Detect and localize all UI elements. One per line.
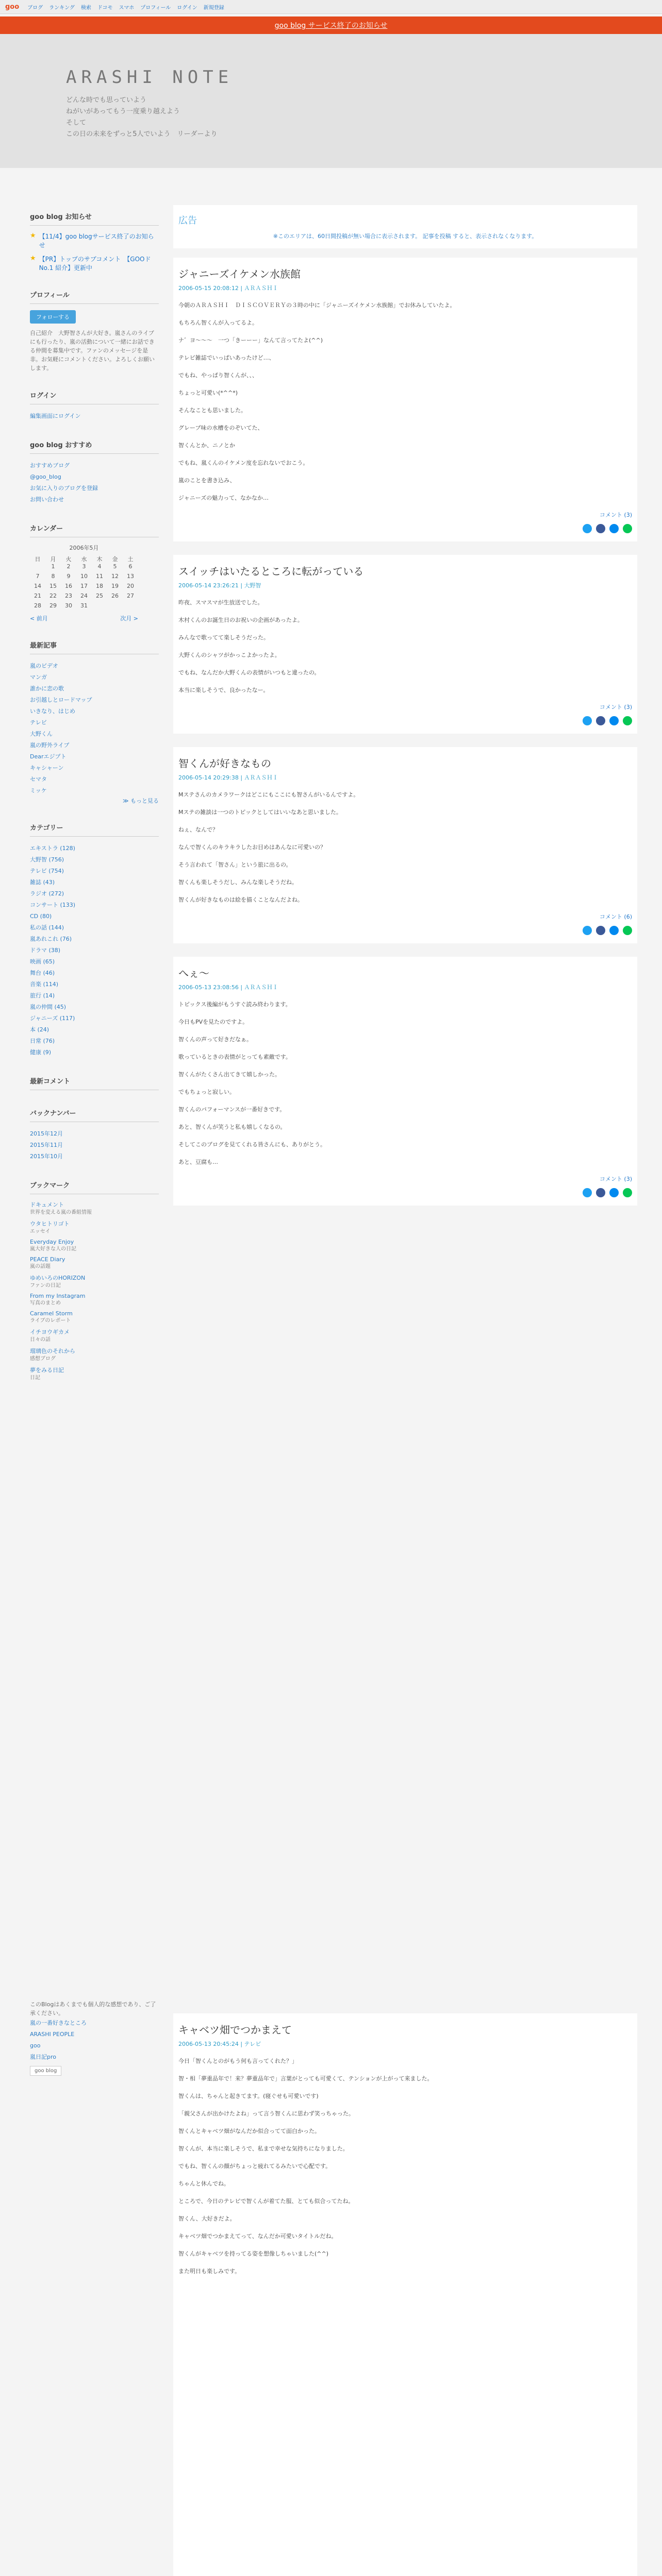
post-paragraph: 昨夜、スマスマが生放送でした。	[178, 599, 263, 606]
category-link[interactable]: 大野智 (756)	[30, 856, 64, 863]
recent-post-link[interactable]: いきなり、はじめ	[30, 708, 75, 715]
bookmark-heading: ブックマーク	[30, 1180, 159, 1194]
post-title[interactable]: 智くんが好きなもの	[178, 757, 271, 770]
post-paragraph: そんなことも思いました。	[178, 407, 246, 414]
comments-block	[30, 1076, 159, 1090]
comment-link[interactable]: コメント (3)	[599, 512, 632, 518]
recent-post-link[interactable]: 誰かに恋の歌	[30, 685, 64, 692]
calendar-day[interactable]: 30	[65, 602, 72, 609]
notice-link-2[interactable]: 【PR】トップのサブコメント 【GOOド No.1 紹介】更新中	[39, 256, 151, 272]
weekday-tue: 火	[65, 556, 72, 563]
post-paragraph: Mステの雑談は一つのトピックとしてはいいなあと思いました。	[178, 809, 342, 816]
bookmark-name[interactable]: 夢をみる日記	[30, 1367, 64, 1374]
weekday-wed: 水	[81, 556, 87, 563]
login-link[interactable]: 編集画面にログイン	[30, 413, 81, 419]
recent-heading: 最新記事	[30, 640, 159, 654]
bookmark-desc: 感想ブログ	[30, 1356, 56, 1362]
calendar-title: 2006年5月	[69, 545, 99, 551]
topnav-link-ranking[interactable]: ランキング	[49, 5, 75, 11]
bookmark-desc: 日記	[30, 1375, 40, 1381]
post-footer	[178, 703, 632, 711]
recent-post-link[interactable]: マンガ	[30, 674, 47, 681]
profile-block	[30, 290, 159, 372]
post-paragraph: Mステさんのカメラワークはどこにもここにも智さんがいるんですよ。	[178, 791, 359, 798]
ad-box	[173, 205, 637, 248]
post-paragraph: 智くんは、ちゃんと起きてます。(寝ぐせも可愛いです)	[178, 2093, 319, 2099]
post-card	[173, 747, 637, 943]
recommend-link-2[interactable]: @goo_blog	[30, 473, 61, 480]
post-paragraph: 今日「智くんとのがもう何も言ってくれた？」	[178, 2058, 297, 2064]
bookmark-desc: ファンの日記	[30, 1283, 61, 1289]
calendar-day[interactable]: 14	[34, 583, 41, 589]
bookmark-desc: ライブのレポート	[30, 1318, 71, 1324]
twitter-icon[interactable]	[583, 1188, 592, 1197]
calendar-day[interactable]: 10	[80, 573, 88, 580]
hatena-icon[interactable]	[609, 716, 619, 725]
bookmark-desc: 嵐大好きな人の日記	[30, 1246, 76, 1252]
post-paragraph: 歌っているときの表情がとっても素敵です。	[178, 1054, 291, 1060]
backnumber-link[interactable]: 2015年10月	[30, 1153, 63, 1160]
recent-post-link[interactable]: 嵐のビデオ	[30, 663, 58, 669]
category-link[interactable]: 音楽 (114)	[30, 981, 59, 988]
calendar	[30, 544, 138, 622]
category-link[interactable]: 健康 (9)	[30, 1049, 52, 1056]
post-paragraph: でもちょっと寂しい。	[178, 1089, 235, 1095]
post-footer	[178, 912, 632, 921]
post-paragraph: でもね、嵐くんのイケメン度を忘れないでおこう。	[178, 460, 309, 466]
topnav-link-search[interactable]: 検索	[80, 5, 91, 11]
tagline-line-4: この日の未来をずっと5人でいよう リーダーより	[66, 130, 218, 138]
post-body	[178, 999, 632, 1167]
tagline-line-1: どんな時でも思っていよう	[66, 96, 147, 104]
recent-list	[30, 660, 159, 796]
ad-post-link[interactable]: 記事を投稿	[422, 233, 451, 240]
category-list	[30, 843, 159, 1058]
bookmark-name[interactable]: イチヨウギカメ	[30, 1329, 70, 1335]
calendar-day	[30, 563, 45, 570]
calendar-day[interactable]: 18	[96, 583, 103, 589]
second-sidebar-text: このBlogはあくまでも個人的な感想であり、ご了承ください。	[30, 2001, 156, 2016]
calendar-day[interactable]: 25	[96, 592, 103, 599]
bookmark-desc: エッセイ	[30, 1229, 51, 1234]
calendar-grid	[30, 555, 138, 563]
second-sidebar	[30, 2000, 159, 2076]
calendar-day[interactable]: 5	[113, 563, 117, 570]
post-paragraph: 智くんが、本当に楽しそうで、私まで幸せな気持ちになりました。	[178, 2145, 349, 2152]
top-links	[27, 3, 224, 11]
login-heading: ログイン	[30, 390, 159, 404]
bookmark-list	[30, 1200, 159, 1382]
twitter-icon[interactable]	[583, 926, 592, 935]
calendar-day[interactable]: 27	[127, 592, 134, 599]
ad-text-suffix: すると、表示されなくなります。	[453, 233, 538, 240]
hatena-icon[interactable]	[609, 524, 619, 533]
post-paragraph: ジャニーズの魅力って、なかなか…	[178, 495, 269, 501]
calendar-day[interactable]: 24	[80, 592, 88, 599]
notice-item-1[interactable]	[30, 232, 159, 249]
weekday-sat: 土	[127, 556, 134, 563]
hatena-icon[interactable]	[609, 1188, 619, 1197]
calendar-day[interactable]: 29	[49, 602, 57, 609]
site-title[interactable]: ARASHI NOTE	[66, 67, 234, 88]
recommend-extra-1[interactable]: お気に入りのブログを登録	[30, 485, 98, 492]
post-paragraph: 智くんとか、ニノとか	[178, 442, 235, 449]
backnumber-block	[30, 1108, 159, 1162]
post-paragraph: 「親父さんが出かけたよね」って言う智くんに思わず笑っちゃった。	[178, 2110, 354, 2117]
calendar-day[interactable]: 22	[49, 592, 57, 599]
calendar-day[interactable]: 2	[67, 563, 71, 570]
second-link-3[interactable]: goo	[30, 2042, 41, 2049]
category-link[interactable]: 舞台 (46)	[30, 970, 55, 976]
post-title[interactable]: ジャニーズイケメン水族館	[178, 268, 301, 280]
category-link[interactable]: 嵐あれこれ (76)	[30, 936, 72, 942]
weekday-thu: 木	[96, 556, 103, 563]
calendar-day[interactable]: 15	[49, 583, 57, 589]
backnumber-link[interactable]: 2015年12月	[30, 1130, 63, 1137]
calendar-day[interactable]: 12	[111, 573, 119, 580]
post-paragraph: なんで智くんのキラキラしたお目めはあんなに可愛いの？	[178, 844, 326, 851]
post-paragraph: 智くんがたくさん出てきて嬉しかった。	[178, 1071, 280, 1078]
post-paragraph: そう言われて「智さん」という旅に出るの。	[178, 861, 292, 868]
post-title[interactable]: スイッチはいたるところに転がっている	[178, 565, 364, 578]
tagline-line-2: ねがいがあってもう一度乗り越えよう	[66, 108, 180, 115]
calendar-day[interactable]: 6	[128, 563, 133, 570]
facebook-icon[interactable]	[596, 716, 605, 725]
recommend-heading: goo blog おすすめ	[30, 439, 159, 454]
facebook-icon[interactable]	[596, 926, 605, 935]
post-card	[173, 555, 637, 734]
post-meta: 2006-05-13 23:08:56 | ＡＲＡＳＨＩ	[178, 984, 278, 991]
second-link-2[interactable]: ARASHI PEOPLE	[30, 2031, 75, 2038]
calendar-next[interactable]: 次月 >	[120, 615, 138, 622]
calendar-day[interactable]: 9	[67, 573, 71, 580]
left-sidebar	[30, 211, 159, 1399]
calendar-day[interactable]: 19	[111, 583, 119, 589]
calendar-prev[interactable]: < 前月	[30, 615, 48, 622]
second-link-4[interactable]: 嵐日記pro	[30, 2054, 56, 2060]
share-buttons	[178, 716, 632, 725]
recent-post-link[interactable]: 嵐の野外ライブ	[30, 742, 70, 749]
calendar-day[interactable]: 31	[80, 602, 88, 609]
weekday-fri: 金	[112, 556, 118, 563]
post-paragraph: トピックス後編がもうすぐ読み終わります。	[178, 1001, 291, 1008]
category-link[interactable]: 映画 (65)	[30, 958, 55, 965]
calendar-day[interactable]: 26	[111, 592, 119, 599]
post-paragraph: 今日もPVを見たのですよ。	[178, 1019, 249, 1025]
recent-post-link[interactable]: ミッケ	[30, 787, 47, 794]
recent-post-link[interactable]: Dearエジプト	[30, 753, 67, 760]
line-icon[interactable]	[623, 1188, 632, 1197]
post-paragraph: 木村くんのお誕生日のお祝いの企画があったよ。	[178, 617, 303, 623]
posts-list	[173, 258, 637, 1206]
recommend-link-1[interactable]: おすすめブログ	[30, 462, 70, 469]
topnav-link-blog[interactable]: ブログ	[27, 5, 43, 11]
calendar-day[interactable]: 20	[127, 583, 134, 589]
recommend-extra-2[interactable]: お問い合わせ	[30, 496, 64, 503]
post-paragraph: 智くんとキャベツ畑がなんだか似合ってて面白かった。	[178, 2128, 320, 2134]
share-buttons	[178, 524, 632, 533]
bookmark-desc: 世界を変える嵐の番組情報	[30, 1210, 92, 1215]
announcement-bar[interactable]	[0, 16, 662, 34]
post-card	[173, 957, 637, 1206]
calendar-day[interactable]: 17	[80, 583, 88, 589]
post-paragraph: ちょっと可愛い(*^^*)	[178, 389, 238, 396]
comment-link[interactable]: コメント (3)	[599, 1176, 632, 1182]
category-link[interactable]: 日常 (76)	[30, 1038, 55, 1044]
recent-block	[30, 640, 159, 805]
post-meta: 2006-05-15 20:08:12 | ＡＲＡＳＨＩ	[178, 285, 278, 292]
post-paragraph: ナ゛ヨ〜〜〜 一つ「きーーー」なんて言ってたよ(^^)	[178, 337, 323, 344]
calendar-day[interactable]: 4	[97, 563, 102, 570]
post-paragraph: ところで、今日のテレビで智くんが着てた服、とても似合ってたね。	[178, 2198, 354, 2205]
line-icon[interactable]	[623, 926, 632, 935]
post-paragraph: 今朝のＡＲＡＳＨＩ ＤＩＳＣＯＶＥＲＹの３時の中に「ジャニーズイケメン水族館」でお休みしていたよ。	[178, 302, 456, 309]
bookmark-desc: 日々の話	[30, 1337, 51, 1343]
post-paragraph: グレープ味の水槽をのぞいてた、	[178, 425, 263, 431]
facebook-icon[interactable]	[596, 524, 605, 533]
post-title[interactable]: へぇ〜	[178, 967, 209, 979]
post-meta: 2006-05-14 20:29:38 | ＡＲＡＳＨＩ	[178, 774, 278, 781]
category-block	[30, 822, 159, 1058]
post-footer	[178, 511, 632, 519]
category-link[interactable]: テレビ (754)	[30, 868, 64, 874]
post-paragraph: 智・相「夢重品年で！来？夢重品年で」言葉がとっても可愛くて、テンションが上がって来ました。	[178, 2075, 433, 2082]
login-block	[30, 390, 159, 422]
recent-post-link[interactable]: テレビ	[30, 719, 47, 726]
topnav-link-smartphone[interactable]: スマホ	[119, 5, 135, 11]
backnumber-link[interactable]: 2015年11月	[30, 1142, 63, 1148]
ad-text-main: ※このエリアは、60日間投稿が無い場合に表示されます。	[273, 233, 421, 240]
category-link[interactable]: ジャニーズ (117)	[30, 1015, 75, 1022]
second-post-title[interactable]: キャベツ畑でつかまえて	[178, 2024, 292, 2036]
post-paragraph: 智くんが好きなものは絵を描くことなんだよね。	[178, 896, 303, 903]
category-link[interactable]: 嵐の仲間 (45)	[30, 1004, 67, 1010]
post-body	[178, 598, 632, 696]
post-paragraph: 智くんがキャベツを持ってる姿を想像しちゃいました(^^)	[178, 2250, 329, 2257]
post-paragraph: 智くんのパフォーマンスが一番好きです。	[178, 1106, 286, 1113]
recent-post-link[interactable]: お引越しとロードマップ	[30, 697, 92, 703]
profile-text: 自己紹介 大野智さんが大好き。嵐さんのライブにも行ったり、嵐の活動について一緒にお話できる仲間を募集中です。ファンのメッセージを是非。お気軽にコメントください。よろしくお願いします。	[30, 330, 155, 371]
post-paragraph: ちゃんと休んでね。	[178, 2180, 229, 2187]
post-paragraph: みんなで歌ってて楽しそうだった。	[178, 634, 269, 641]
category-link[interactable]: ドラマ (38)	[30, 947, 61, 954]
calendar-days	[30, 563, 138, 609]
ad-label: 広告	[178, 215, 197, 226]
topnav-link-login[interactable]: ログイン	[177, 5, 197, 11]
main-content	[173, 205, 637, 1219]
post-meta: 2006-05-14 23:26:21 | 大野智	[178, 582, 261, 589]
post-paragraph: 大野くんのシャツがかっこよかったよ。	[178, 652, 280, 658]
follow-button[interactable]: フォローする	[30, 310, 76, 324]
post-paragraph: でもね、やっぱり智くんが、、、	[178, 372, 258, 379]
post-body	[178, 790, 632, 905]
star-icon: ★	[30, 232, 36, 240]
second-main	[173, 2013, 637, 2576]
calendar-day	[92, 602, 107, 609]
bookmark-name[interactable]: ゆめいろのHORIZON	[30, 1275, 86, 1281]
ad-text	[178, 232, 632, 240]
bookmark-name[interactable]: From my Instagram	[30, 1293, 86, 1299]
comment-link[interactable]: コメント (6)	[599, 913, 632, 920]
bookmark-name[interactable]: Everyday Enjoy	[30, 1239, 74, 1245]
calendar-day[interactable]: 7	[36, 573, 40, 580]
goo-blog-badge[interactable]: goo blog	[30, 2066, 61, 2076]
bookmark-desc: 写真のまとめ	[30, 1300, 61, 1306]
backnumber-heading: バックナンバー	[30, 1108, 159, 1122]
line-icon[interactable]	[623, 524, 632, 533]
post-paragraph: そしてこのブログを見てくれる皆さんにも、ありがとう。	[178, 1141, 326, 1148]
notice-heading: goo blog お知らせ	[30, 211, 159, 226]
star-icon: ★	[30, 255, 36, 262]
calendar-heading: カレンダー	[30, 523, 159, 537]
category-link[interactable]: 旅行 (14)	[30, 992, 55, 999]
calendar-nav	[30, 614, 138, 622]
category-link[interactable]: 私の話 (144)	[30, 924, 64, 931]
line-icon[interactable]	[623, 716, 632, 725]
bookmark-name[interactable]: PEACE Diary	[30, 1256, 65, 1263]
facebook-icon[interactable]	[596, 1188, 605, 1197]
recent-more[interactable]: ≫ もっと見る	[122, 798, 159, 804]
calendar-day[interactable]: 28	[34, 602, 41, 609]
calendar-day[interactable]: 11	[96, 573, 103, 580]
weekday-mon: 月	[50, 556, 56, 563]
hatena-icon[interactable]	[609, 926, 619, 935]
category-link[interactable]: コンサート (133)	[30, 902, 76, 908]
announcement-link[interactable]: goo blog サービス終了のお知らせ	[274, 22, 388, 30]
post-paragraph: 嵐のことを書き込み、	[178, 477, 236, 484]
post-paragraph: 智くん、大好きだよ。	[178, 2215, 236, 2222]
bookmark-block	[30, 1180, 159, 1382]
post-paragraph: 智くんの声って好きだなぁ。	[178, 1036, 252, 1043]
notice-link-1[interactable]: 【11/4】goo blogサービス終了のお知らせ	[39, 233, 154, 249]
top-nav	[0, 0, 662, 14]
calendar-day[interactable]: 3	[82, 563, 86, 570]
comments-heading: 最新コメント	[30, 1076, 159, 1090]
post-paragraph: もちろん智くんが入ってるよ。	[178, 319, 258, 326]
post-paragraph: ねぇ、なんで？	[178, 826, 218, 833]
calendar-day[interactable]: 21	[34, 592, 41, 599]
comment-link[interactable]: コメント (3)	[599, 704, 632, 710]
second-post	[173, 2013, 637, 2576]
post-body	[178, 300, 632, 503]
category-link[interactable]: 本 (24)	[30, 1026, 49, 1033]
recommend-block	[30, 439, 159, 505]
post-paragraph: 本当に楽しそうで、良かったなー。	[178, 687, 269, 693]
calendar-day[interactable]: 16	[65, 583, 72, 589]
share-buttons	[178, 1188, 632, 1197]
bookmark-name[interactable]: ウタヒトリゴト	[30, 1221, 70, 1227]
category-link[interactable]: ラジオ (272)	[30, 890, 64, 897]
weekday-sun: 日	[35, 556, 41, 563]
second-link-1[interactable]: 嵐の一番好きなところ	[30, 2020, 87, 2026]
bookmark-name[interactable]: ドキュメント	[30, 1201, 64, 1208]
post-paragraph: テレビ雑誌でいっぱいあったけど…、	[178, 354, 275, 361]
backnumber-list	[30, 1128, 159, 1162]
post-paragraph: また明日も楽しみです。	[178, 2268, 241, 2275]
post-paragraph: あと、豆腐も…	[178, 1159, 218, 1165]
post-footer	[178, 1175, 632, 1183]
calendar-day	[123, 602, 138, 609]
calendar-day	[107, 602, 123, 609]
post-paragraph: あと、智くんが笑うと私も嬉しくなるの。	[178, 1124, 286, 1130]
post-paragraph: キャベツ畑でつかまえてって、なんだか可愛いタイトルだね。	[178, 2233, 337, 2240]
bookmark-name[interactable]: Caramel Storm	[30, 1310, 73, 1317]
profile-heading: プロフィール	[30, 290, 159, 304]
twitter-icon[interactable]	[583, 524, 592, 533]
category-link[interactable]: CD (80)	[30, 913, 52, 920]
recent-post-link[interactable]: 大野くん	[30, 731, 53, 737]
notice-block	[30, 211, 159, 272]
calendar-day[interactable]: 1	[51, 563, 55, 570]
twitter-icon[interactable]	[583, 716, 592, 725]
category-link[interactable]: エキストラ (128)	[30, 845, 75, 852]
share-buttons	[178, 926, 632, 935]
notice-item-2[interactable]	[30, 255, 159, 272]
post-paragraph: でもね、なんだか大野くんの表情がいつもと違ったの。	[178, 669, 320, 676]
calendar-day[interactable]: 23	[65, 592, 72, 599]
tagline-line-3: そして	[66, 119, 87, 127]
second-post-body	[178, 2056, 632, 2277]
topnav-link-register[interactable]: 新規登録	[203, 5, 224, 11]
site-header	[0, 34, 662, 168]
recent-post-link[interactable]: キャシャーン	[30, 765, 64, 771]
recent-post-link[interactable]: セマタ	[30, 776, 47, 783]
tagline	[66, 95, 218, 140]
calendar-block	[30, 523, 159, 622]
calendar-day[interactable]: 13	[127, 573, 134, 580]
post-card	[173, 258, 637, 541]
category-link[interactable]: 雑誌 (43)	[30, 879, 55, 886]
post-paragraph: 智くんも楽しそうだし、みんな楽しそうだね。	[178, 879, 297, 886]
second-post-meta: 2006-05-13 20:45:24 | テレビ	[178, 2041, 261, 2047]
calendar-day[interactable]: 8	[51, 573, 55, 580]
goo-logo[interactable]: goo	[5, 3, 20, 11]
bookmark-name[interactable]: 瑠璃色のそれから	[30, 1348, 75, 1354]
topnav-link-docomo[interactable]: ドコモ	[97, 5, 113, 11]
bookmark-desc: 嵐の話題	[30, 1264, 51, 1269]
post-paragraph: でもね、智くんの顔がちょっと疲れてるみたいで心配です。	[178, 2163, 332, 2170]
topnav-link-profile[interactable]: プロフィール	[140, 5, 171, 11]
category-heading: カテゴリー	[30, 822, 159, 837]
